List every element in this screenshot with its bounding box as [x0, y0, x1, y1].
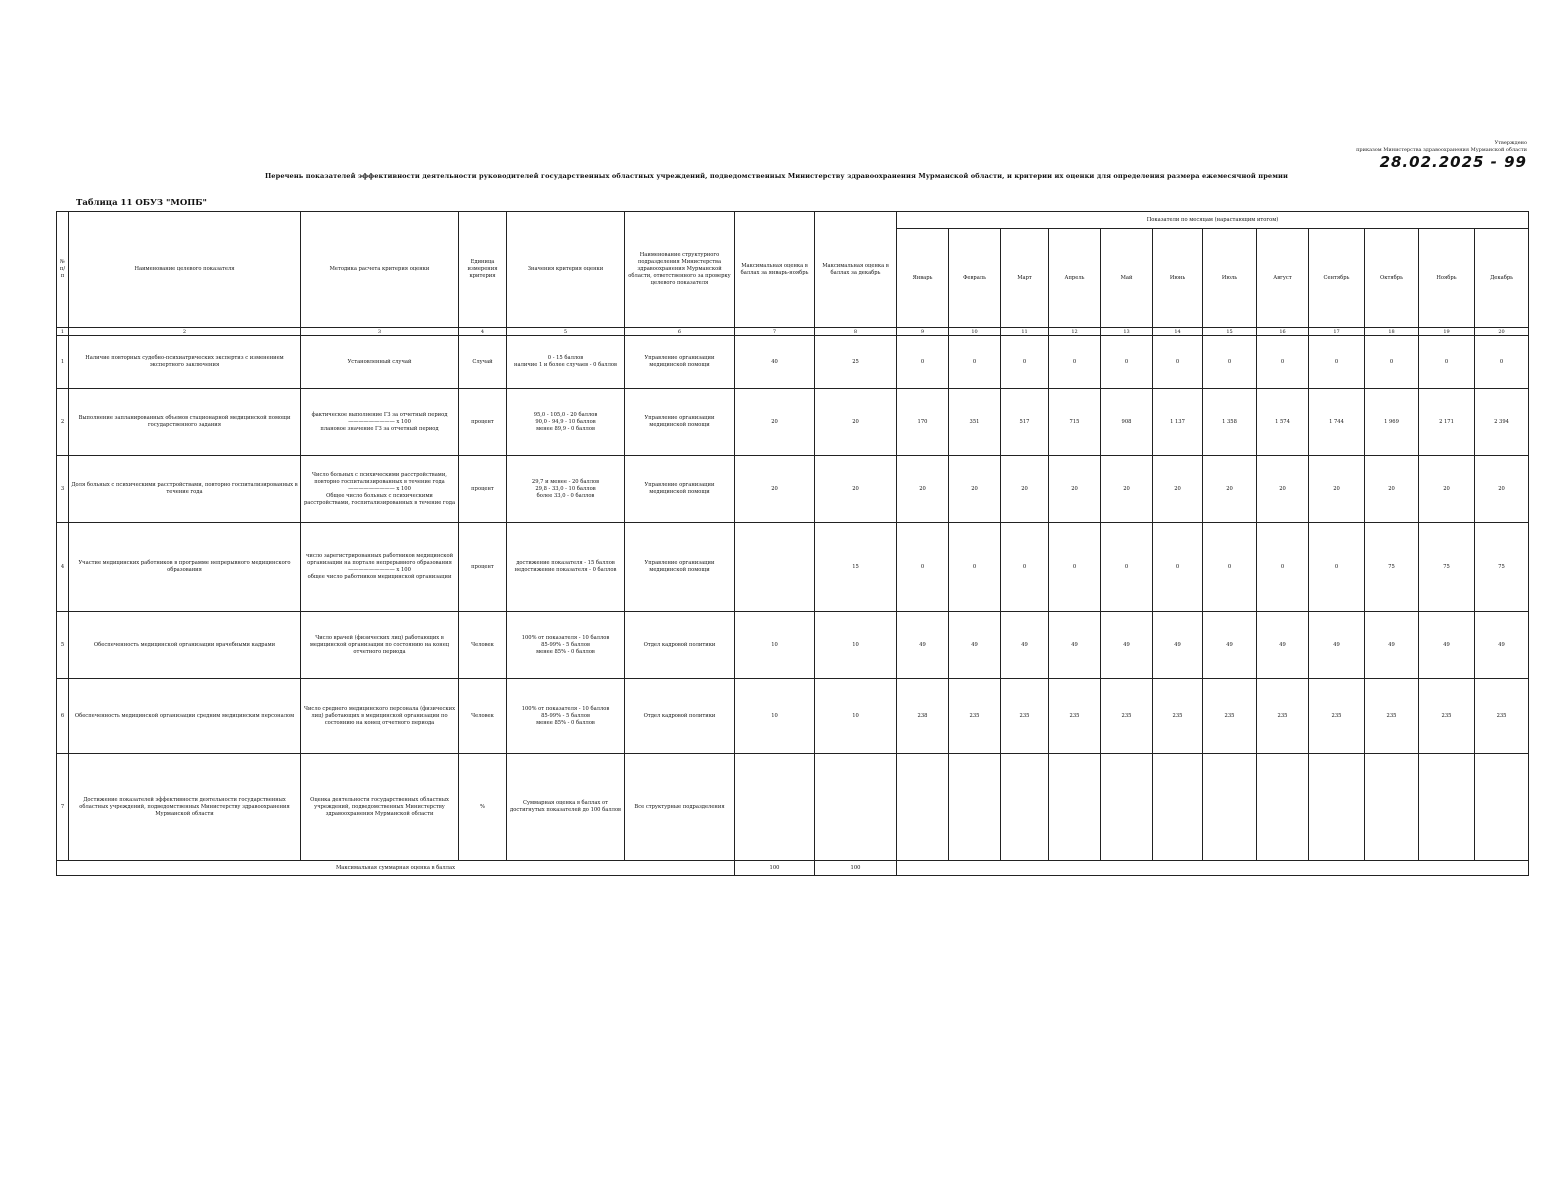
table-body [57, 328, 1529, 876]
month-value-9 [1309, 754, 1365, 861]
month-value-10: 235 [1365, 679, 1419, 754]
column-number-2: 2 [69, 328, 301, 336]
calc-method: Установленный случай [301, 336, 459, 389]
month-value-9: 235 [1309, 679, 1365, 754]
column-number-3: 3 [301, 328, 459, 336]
month-value-11 [1419, 754, 1475, 861]
month-value-4: 235 [1049, 679, 1101, 754]
header-unit: Единица измерения критерия [459, 212, 507, 328]
month-value-10: 20 [1365, 456, 1419, 523]
month-value-9: 0 [1309, 523, 1365, 612]
header-criteria: Значения критерия оценки [507, 212, 625, 328]
month-value-2: 0 [949, 523, 1001, 612]
header-month-8: Август [1257, 229, 1309, 328]
calc-method: Число больных с психическими расстройствами, повторно госпитализированных в течение года ————————— х 100 Общее число больных с психическими расстройствами, госпитализированных в течение года [301, 456, 459, 523]
column-number-1: 1 [57, 328, 69, 336]
unit-cell: Человек [459, 679, 507, 754]
month-value-7: 0 [1203, 523, 1257, 612]
month-value-12 [1475, 754, 1529, 861]
indicator-name: Обеспеченность медицинской организации средним медицинским персоналом [69, 679, 301, 754]
table-row [57, 754, 1529, 861]
max-score-jan-nov: 20 [735, 389, 815, 456]
header-method: Методика расчета критерия оценки [301, 212, 459, 328]
month-value-5: 908 [1101, 389, 1153, 456]
month-value-3: 20 [1001, 456, 1049, 523]
row-number: 1 [57, 336, 69, 389]
max-score-dec: 15 [815, 523, 897, 612]
column-number-9: 9 [897, 328, 949, 336]
month-value-7: 0 [1203, 336, 1257, 389]
header-months-group: Показатели по месяцам (нарастающим итогом) [897, 212, 1529, 229]
calc-method: число зарегистрированных работников медицинской организации на портале непрерывного образования ————————— х 100 общее число работников медицинской организации [301, 523, 459, 612]
max-score-jan-nov: 10 [735, 612, 815, 679]
header-max-jan-nov: Максимальная оценка в баллах за январь-ноябрь [735, 212, 815, 328]
unit-cell: % [459, 754, 507, 861]
month-value-11: 75 [1419, 523, 1475, 612]
department-cell: Все структурные подразделения [625, 754, 735, 861]
month-value-7: 1 358 [1203, 389, 1257, 456]
month-value-8 [1257, 754, 1309, 861]
header-month-1: Январь [897, 229, 949, 328]
row-number: 6 [57, 679, 69, 754]
criteria-cell: 100% от показателя - 10 баллов 85-99% - 5 баллов менее 85% - 0 баллов [507, 612, 625, 679]
column-number-12: 12 [1049, 328, 1101, 336]
month-value-10: 0 [1365, 336, 1419, 389]
month-value-11: 0 [1419, 336, 1475, 389]
header-month-6: Июнь [1153, 229, 1203, 328]
column-number-11: 11 [1001, 328, 1049, 336]
criteria-cell: 100% от показателя - 10 баллов 85-99% - 5 баллов менее 85% - 0 баллов [507, 679, 625, 754]
criteria-cell: 29,7 и менее - 20 баллов 29,8 - 33,0 - 10 баллов более 33,0 - 0 баллов [507, 456, 625, 523]
column-number-15: 15 [1203, 328, 1257, 336]
column-number-18: 18 [1365, 328, 1419, 336]
month-value-2: 351 [949, 389, 1001, 456]
month-value-6: 20 [1153, 456, 1203, 523]
table-row [57, 336, 1529, 389]
header-month-9: Сентябрь [1309, 229, 1365, 328]
month-value-8: 0 [1257, 523, 1309, 612]
max-score-dec: 10 [815, 612, 897, 679]
month-value-9: 0 [1309, 336, 1365, 389]
month-value-1: 0 [897, 523, 949, 612]
month-value-12: 49 [1475, 612, 1529, 679]
month-value-12: 0 [1475, 336, 1529, 389]
month-value-2: 49 [949, 612, 1001, 679]
month-value-6: 235 [1153, 679, 1203, 754]
month-value-6: 0 [1153, 336, 1203, 389]
month-value-4: 0 [1049, 336, 1101, 389]
month-value-2: 0 [949, 336, 1001, 389]
month-value-8: 49 [1257, 612, 1309, 679]
max-score-dec: 20 [815, 456, 897, 523]
department-cell: Управление организации медицинской помощи [625, 336, 735, 389]
month-value-3: 235 [1001, 679, 1049, 754]
header-month-11: Ноябрь [1419, 229, 1475, 328]
column-number-5: 5 [507, 328, 625, 336]
indicator-name: Достижение показателей эффективности деятельности государственных областных учреждений, подведомственных Министерству здравоохранения Мурманской области [69, 754, 301, 861]
calc-method: Число врачей (физических лиц) работающих в медицинской организации по состоянию на конец отчетного периода [301, 612, 459, 679]
unit-cell: Случай [459, 336, 507, 389]
department-cell: Отдел кадровой политики [625, 679, 735, 754]
unit-cell: Человек [459, 612, 507, 679]
unit-cell: процент [459, 523, 507, 612]
calc-method: Число среднего медицинского персонала (физических лиц) работающих в медицинской организации по состоянию на конец отчетного периода [301, 679, 459, 754]
table-row [57, 389, 1529, 456]
table-row [57, 612, 1529, 679]
month-value-8: 20 [1257, 456, 1309, 523]
month-value-4: 20 [1049, 456, 1101, 523]
month-value-11: 235 [1419, 679, 1475, 754]
approval-line: приказом Министерства здравоохранения Мурманской области [1356, 147, 1527, 153]
table-row [57, 679, 1529, 754]
month-value-11: 20 [1419, 456, 1475, 523]
column-number-8: 8 [815, 328, 897, 336]
row-number: 4 [57, 523, 69, 612]
indicator-name: Обеспеченность медицинской организации врачебными кадрами [69, 612, 301, 679]
month-value-4: 49 [1049, 612, 1101, 679]
month-value-1: 238 [897, 679, 949, 754]
month-value-3: 0 [1001, 336, 1049, 389]
month-value-9: 20 [1309, 456, 1365, 523]
criteria-cell: 0 - 15 баллов наличие 1 и более случаев - 0 баллов [507, 336, 625, 389]
month-value-7: 49 [1203, 612, 1257, 679]
indicator-name: Доля больных с психическими расстройствами, повторно госпитализированных в течение года [69, 456, 301, 523]
month-value-1: 20 [897, 456, 949, 523]
department-cell: Управление организации медицинской помощи [625, 523, 735, 612]
header-month-2: Февраль [949, 229, 1001, 328]
month-value-5: 49 [1101, 612, 1153, 679]
month-value-9: 1 744 [1309, 389, 1365, 456]
header-month-5: Май [1101, 229, 1153, 328]
criteria-cell: достижение показателя - 15 баллов недостижение показателя - 0 баллов [507, 523, 625, 612]
month-value-3: 49 [1001, 612, 1049, 679]
header-month-7: Июль [1203, 229, 1257, 328]
table-row [57, 523, 1529, 612]
max-score-dec: 25 [815, 336, 897, 389]
month-value-6: 1 137 [1153, 389, 1203, 456]
month-value-8: 1 574 [1257, 389, 1309, 456]
month-value-2 [949, 754, 1001, 861]
month-value-1: 0 [897, 336, 949, 389]
indicator-name: Выполнение запланированных объемов стационарной медицинской помощи государственного задания [69, 389, 301, 456]
table-title: Таблица 11 ОБУЗ "МОПБ" [76, 198, 207, 208]
max-score-jan-nov: 10 [735, 679, 815, 754]
column-number-20: 20 [1475, 328, 1529, 336]
indicator-name: Наличие повторных судебно-психиатрических экспертиз с изменением экспертного заключения [69, 336, 301, 389]
month-value-11: 2 171 [1419, 389, 1475, 456]
calc-method: фактическое выполнение ГЗ за отчетный период ————————— х 100 плановое значение ГЗ за отчетный период [301, 389, 459, 456]
month-value-6 [1153, 754, 1203, 861]
total-label: Максимальная суммарная оценка в баллах [57, 861, 735, 876]
month-value-5: 20 [1101, 456, 1153, 523]
month-value-1 [897, 754, 949, 861]
column-number-14: 14 [1153, 328, 1203, 336]
column-number-4: 4 [459, 328, 507, 336]
row-number: 3 [57, 456, 69, 523]
approval-date: 28.02.2025 - 99 [1379, 153, 1527, 171]
month-value-8: 235 [1257, 679, 1309, 754]
max-score-dec: 20 [815, 389, 897, 456]
unit-cell: процент [459, 389, 507, 456]
row-number: 2 [57, 389, 69, 456]
header-max-dec: Максимальная оценка в баллах за декабрь [815, 212, 897, 328]
month-value-5: 235 [1101, 679, 1153, 754]
max-score-jan-nov: 20 [735, 456, 815, 523]
column-number-10: 10 [949, 328, 1001, 336]
month-value-3: 0 [1001, 523, 1049, 612]
month-value-3 [1001, 754, 1049, 861]
month-value-6: 49 [1153, 612, 1203, 679]
table-row [57, 456, 1529, 523]
month-value-4: 0 [1049, 523, 1101, 612]
header-month-4: Апрель [1049, 229, 1101, 328]
month-value-4: 715 [1049, 389, 1101, 456]
month-value-7: 20 [1203, 456, 1257, 523]
month-value-10: 1 969 [1365, 389, 1419, 456]
column-number-7: 7 [735, 328, 815, 336]
total-row [57, 861, 1529, 876]
header-month-12: Декабрь [1475, 229, 1529, 328]
row-number: 7 [57, 754, 69, 861]
calc-method: Оценка деятельности государственных областных учреждений, подведомственных Министерству здравоохранения Мурманской области [301, 754, 459, 861]
department-cell: Управление организации медицинской помощи [625, 389, 735, 456]
month-value-10: 49 [1365, 612, 1419, 679]
max-score-jan-nov: 40 [735, 336, 815, 389]
month-value-5 [1101, 754, 1153, 861]
approval-stamp [1307, 140, 1527, 170]
criteria-cell: 95,0 - 105,0 - 20 баллов 90,0 - 94,9 - 10 баллов менее 89,9 - 0 баллов [507, 389, 625, 456]
month-value-9: 49 [1309, 612, 1365, 679]
month-value-7 [1203, 754, 1257, 861]
month-value-1: 49 [897, 612, 949, 679]
row-number: 5 [57, 612, 69, 679]
month-value-5: 0 [1101, 523, 1153, 612]
table-header [57, 212, 1529, 328]
max-score-dec [815, 754, 897, 861]
column-number-13: 13 [1101, 328, 1153, 336]
month-value-2: 20 [949, 456, 1001, 523]
month-value-12: 235 [1475, 679, 1529, 754]
indicators-table [56, 211, 1529, 876]
indicator-name: Участие медицинских работников в программе непрерывного медицинского образования [69, 523, 301, 612]
max-score-dec: 10 [815, 679, 897, 754]
month-value-10: 75 [1365, 523, 1419, 612]
department-cell: Отдел кадровой политики [625, 612, 735, 679]
month-value-11: 49 [1419, 612, 1475, 679]
month-value-12: 2 394 [1475, 389, 1529, 456]
month-value-12: 20 [1475, 456, 1529, 523]
month-value-6: 0 [1153, 523, 1203, 612]
month-value-5: 0 [1101, 336, 1153, 389]
total-months-blank [897, 861, 1529, 876]
month-value-10 [1365, 754, 1419, 861]
column-numbers-row [57, 328, 1529, 336]
header-dept: Наименование структурного подразделения Министерства здравоохранения Мурманской области, ответственного за проверку целевого показателя [625, 212, 735, 328]
month-value-3: 517 [1001, 389, 1049, 456]
month-value-4 [1049, 754, 1101, 861]
column-number-17: 17 [1309, 328, 1365, 336]
approval-label: Утверждено [1494, 140, 1527, 146]
month-value-1: 170 [897, 389, 949, 456]
column-number-19: 19 [1419, 328, 1475, 336]
month-value-12: 75 [1475, 523, 1529, 612]
total-jan-nov: 100 [735, 861, 815, 876]
department-cell: Управление организации медицинской помощи [625, 456, 735, 523]
month-value-7: 235 [1203, 679, 1257, 754]
unit-cell: процент [459, 456, 507, 523]
month-value-8: 0 [1257, 336, 1309, 389]
column-number-6: 6 [625, 328, 735, 336]
criteria-cell: Суммарная оценка в баллах от достигнутых показателей до 100 баллов [507, 754, 625, 861]
document-title: Перечень показателей эффективности деятельности руководителей государственных областных учреждений, подведомственных Министерству здравоохранения Мурманской области, и критерии их оценки для определения размера ежемесячной премии [264, 172, 1289, 180]
header-name: Наименование целевого показателя [69, 212, 301, 328]
header-month-3: Март [1001, 229, 1049, 328]
max-score-jan-nov [735, 754, 815, 861]
column-number-16: 16 [1257, 328, 1309, 336]
max-score-jan-nov [735, 523, 815, 612]
total-dec: 100 [815, 861, 897, 876]
month-value-2: 235 [949, 679, 1001, 754]
header-month-10: Октябрь [1365, 229, 1419, 328]
header-num: № п/п [57, 212, 69, 328]
